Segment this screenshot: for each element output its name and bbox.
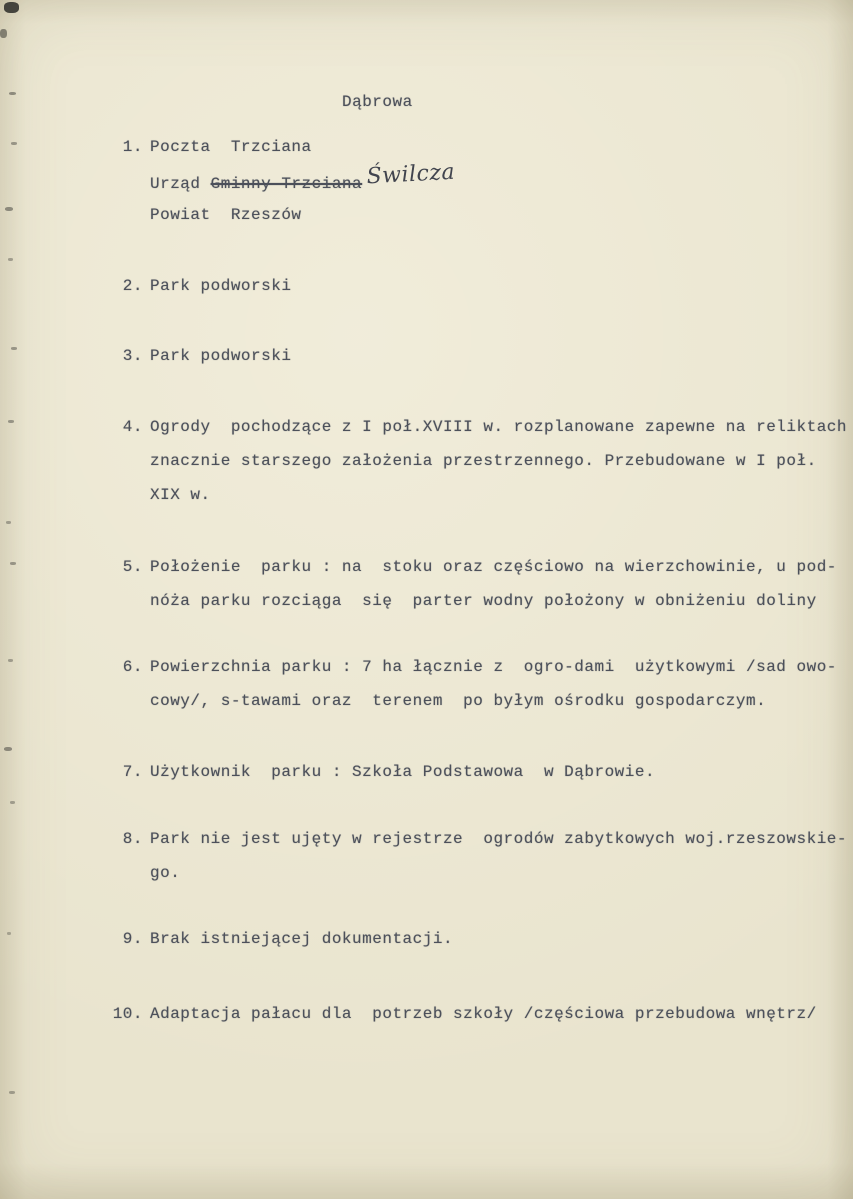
item-8-number: 8. (122, 830, 143, 848)
document-title: Dąbrowa (342, 93, 413, 111)
item-2-number: 2. (122, 277, 143, 295)
item-6-number: 6. (122, 658, 143, 676)
struck-text: Gminny Trzciana (210, 175, 363, 193)
item-4-line-3: XIX w. (150, 486, 211, 504)
scan-artifact (9, 92, 16, 95)
item-9-line-1: Brak istniejącej dokumentacji. (150, 930, 454, 948)
scan-artifact (0, 29, 7, 38)
item-1-line-3: Powiat Rzeszów (150, 206, 302, 224)
item-5-line-2: nóża parku rozciąga się parter wodny położony w obniżeniu doliny (150, 592, 817, 610)
handwritten-annotation: Świlcza (366, 159, 456, 190)
item-8-line-1: Park nie jest ujęty w rejestrze ogrodów zabytkowych woj.rzeszowskie- (150, 830, 848, 848)
item-2-line-1: Park podworski (150, 277, 292, 295)
item-7-line-1: Użytkownik parku : Szkoła Podstawowa w Dąbrowie. (150, 763, 656, 781)
item-9-number: 9. (122, 930, 143, 948)
scan-artifact (11, 142, 17, 145)
scan-artifact (11, 347, 17, 350)
item-5-line-1: Położenie parku : na stoku oraz częściowo na wierzchowinie, u pod- (150, 558, 837, 576)
item-8-line-2: go. (150, 864, 181, 882)
item-1-number: 1. (122, 138, 143, 156)
item-5-number: 5. (122, 558, 143, 576)
scan-artifact (8, 420, 14, 423)
scan-artifact (8, 659, 13, 662)
item-7-number: 7. (122, 763, 143, 781)
scan-artifact (10, 801, 15, 804)
item-10-number: 10. (112, 1005, 143, 1023)
scan-artifact (5, 207, 13, 211)
scan-artifact (4, 2, 19, 13)
scan-artifact (4, 747, 12, 751)
scan-artifact (8, 258, 13, 261)
item-1-line-2 (150, 159, 456, 194)
item-4-line-2: znacznie starszego założenia przestrzennego. Przebudowane w I poł. (150, 452, 817, 470)
item-6-line-1: Powierzchnia parku : 7 ha łącznie z ogro-dami użytkowymi /sad owo- (150, 658, 837, 676)
item-3-line-1: Park podworski (150, 347, 292, 365)
scan-artifact (6, 521, 11, 524)
item-6-line-2: cowy/, s-tawami oraz terenem po byłym ośrodku gospodarczym. (150, 692, 767, 710)
scan-artifact (7, 932, 11, 935)
correction-prefix: Urząd (150, 175, 211, 193)
item-1-line-1: Poczta Trzciana (150, 138, 312, 156)
scan-artifact (10, 562, 16, 565)
item-4-number: 4. (122, 418, 143, 436)
scan-artifact (9, 1091, 15, 1094)
item-3-number: 3. (122, 347, 143, 365)
item-10-line-1: Adaptacja pałacu dla potrzeb szkoły /częściowa przebudowa wnętrz/ (150, 1005, 817, 1023)
item-4-line-1: Ogrody pochodzące z I poł.XVIII w. rozplanowane zapewne na reliktach (150, 418, 848, 436)
